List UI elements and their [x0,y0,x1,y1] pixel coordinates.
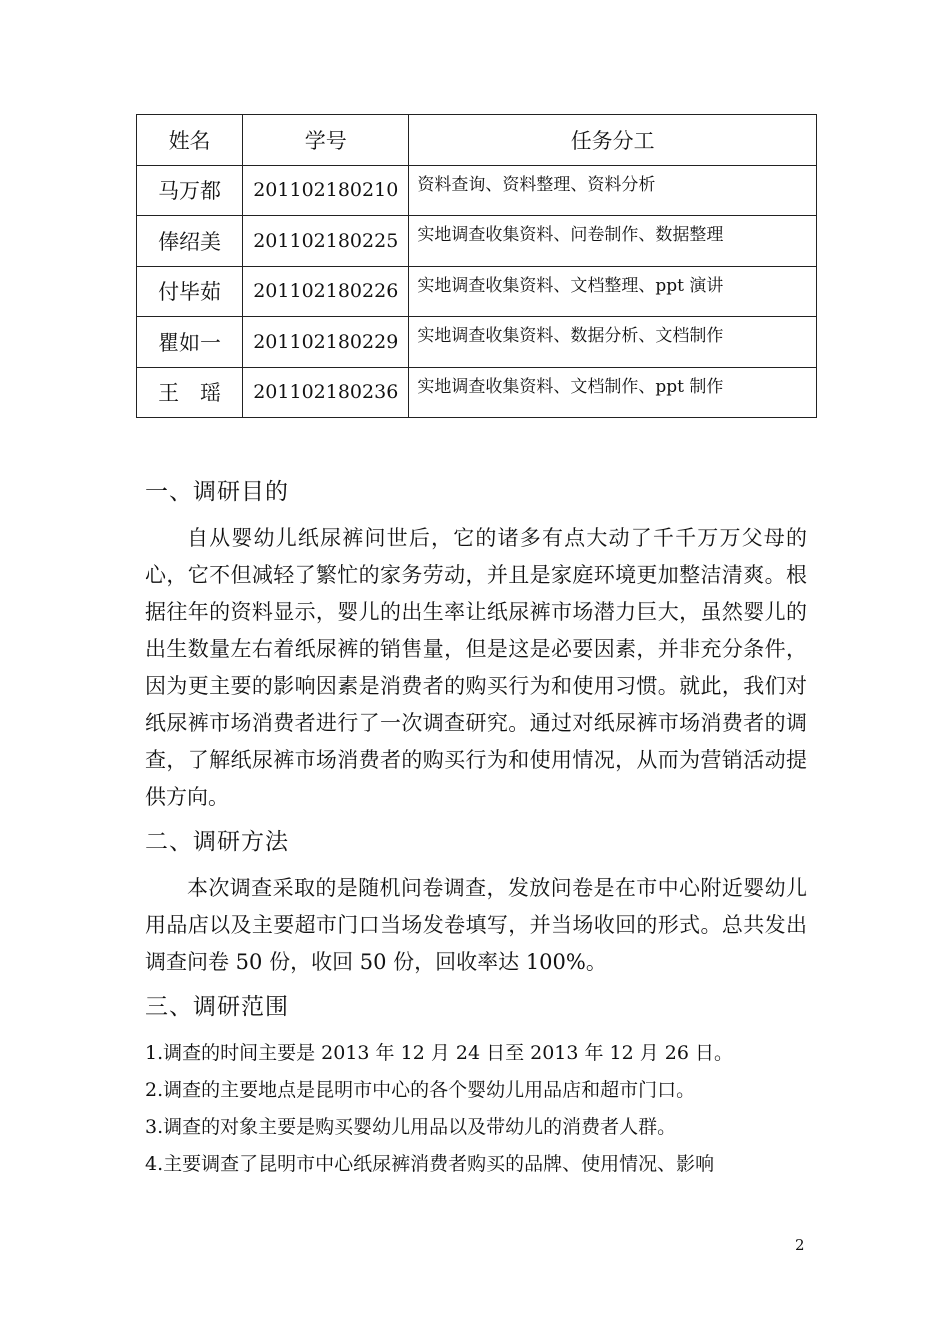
member-id: 201102180236 [243,367,409,418]
section-heading-scope: 三、调研范围 [145,994,289,1020]
member-id: 201102180229 [243,317,409,368]
member-name: 马万都 [137,165,243,216]
member-task: 资料查询、资料整理、资料分析 [409,165,817,216]
section-heading-purpose: 一、调研目的 [145,479,289,505]
table-row [137,367,817,418]
member-name: 俸绍美 [137,216,243,267]
member-task: 实地调查收集资料、数据分析、文档制作 [409,317,817,368]
purpose-paragraph: 自从婴幼儿纸尿裤问世后，它的诸多有点大动了千千万万父母的心，它不但减轻了繁忙的家务劳动，并且是家庭环境更加整洁清爽。根据往年的资料显示，婴儿的出生率让纸尿裤市场潜力巨大，虽然婴儿的出生数量左右着纸尿裤的销售量，但是这是必要因素，并非充分条件，因为更主要的影响因素是消费者的购买行为和使用习惯。就此，我们对纸尿裤市场消费者进行了一次调查研究。通过对纸尿裤市场消费者的调查，了解纸尿裤市场消费者的购买行为和使用情况，从而为营销活动提供方向。 [145,526,807,809]
table-row [137,216,817,267]
scope-item: 4.主要调查了昆明市中心纸尿裤消费者购买的品牌、使用情况、影响 [145,1153,715,1175]
scope-item: 3.调查的对象主要是购买婴幼儿用品以及带幼儿的消费者人群。 [145,1116,677,1138]
scope-item: 1.调查的时间主要是 2013 年 12 月 24 日至 2013 年 12 月 26 日。 [145,1042,734,1064]
member-name: 瞿如一 [137,317,243,368]
member-task: 实地调查收集资料、文档整理、ppt 演讲 [409,266,817,317]
table-row [137,317,817,368]
member-id: 201102180210 [243,165,409,216]
member-name: 王 瑶 [137,367,243,418]
member-name: 付毕茹 [137,266,243,317]
table-row [137,266,817,317]
member-id: 201102180226 [243,266,409,317]
task-division-table [136,114,817,418]
header-student-id: 学号 [243,115,409,166]
page-number: 2 [795,1236,805,1254]
method-paragraph: 本次调查采取的是随机问卷调查，发放问卷是在市中心附近婴幼儿用品店以及主要超市门口当场发卷填写，并当场收回的形式。总共发出调查问卷 50 份，收回 50 份，回收率达 100%。 [145,876,807,974]
member-task: 实地调查收集资料、问卷制作、数据整理 [409,216,817,267]
member-id: 201102180225 [243,216,409,267]
table-header-row [137,115,817,166]
header-name: 姓名 [137,115,243,166]
member-task: 实地调查收集资料、文档制作、ppt 制作 [409,367,817,418]
header-task: 任务分工 [409,115,817,166]
table-row [137,165,817,216]
scope-item: 2.调查的主要地点是昆明市中心的各个婴幼儿用品店和超市门口。 [145,1079,696,1101]
document-body [145,466,807,1183]
section-heading-method: 二、调研方法 [145,829,289,855]
